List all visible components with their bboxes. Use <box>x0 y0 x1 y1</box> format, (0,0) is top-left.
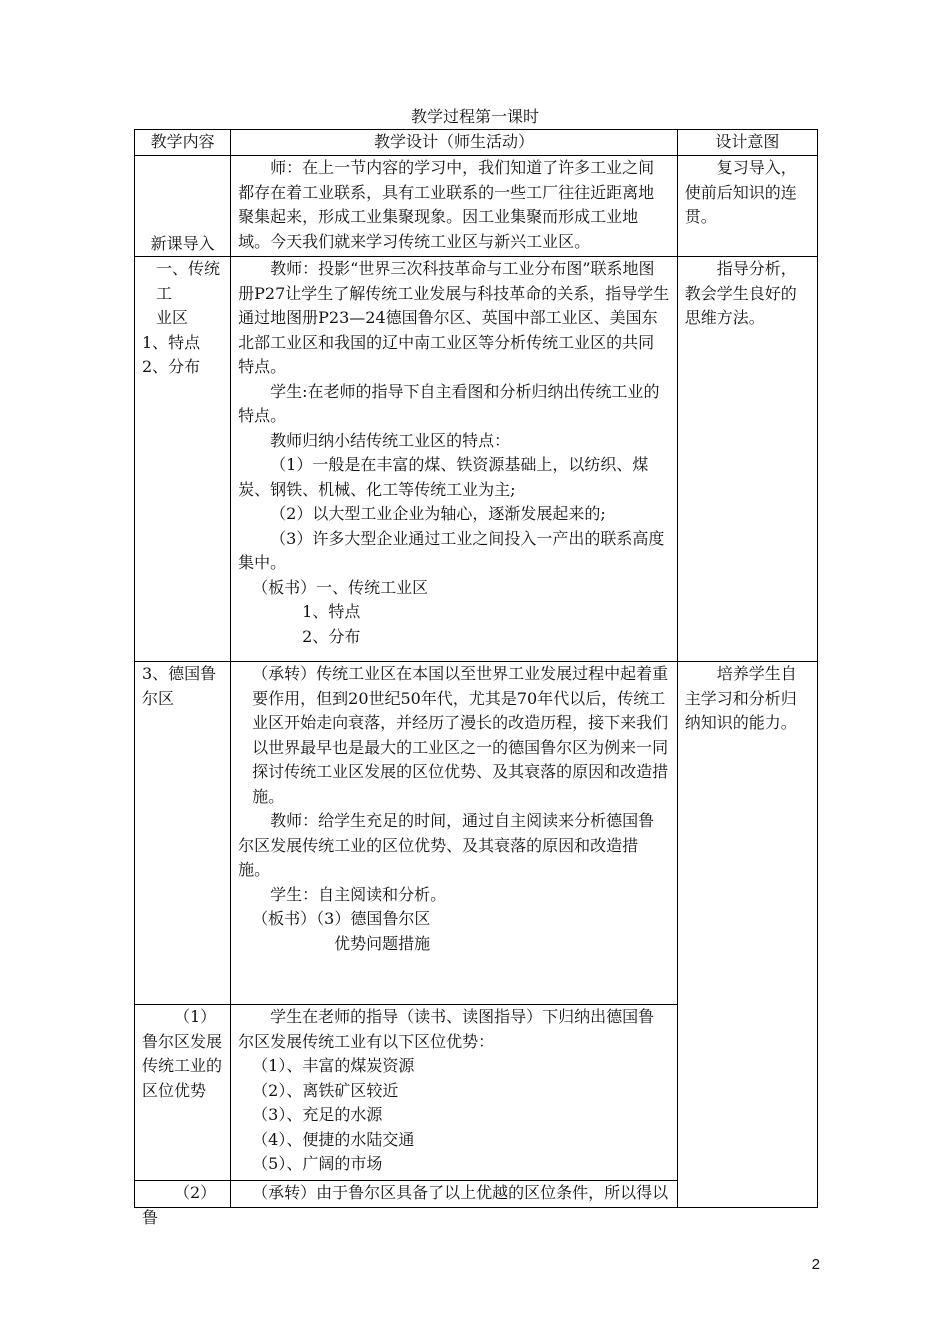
design-paragraph: （3）许多大型企业通过工业之间投入一产出的联系高度集中。 <box>238 528 665 572</box>
design-paragraph: 教师：投影“世界三次科技革命与工业分布图”联系地图册P27让学生了解传统工业发展与科技革命的关系，指导学生通过地图册P23—24德国鲁尔区、英国中部工业区、美国东北部工业区和我国的辽中南工业区等分析传统工业区的共同特点。 <box>238 259 670 376</box>
intent-text: 培养学生自主学习和分析归纳知识的能力。 <box>684 664 797 732</box>
content-text: 3、德国鲁尔区 <box>142 664 217 708</box>
page-title: 教学过程第一课时 <box>410 107 539 126</box>
intent-cell <box>677 257 817 662</box>
design-paragraph: （承转）由于鲁尔区具备了以上优越的区位条件，所以得以 <box>252 1183 669 1202</box>
design-paragraph: 学生:在老师的指导下自主看图和分析归纳出传统工业的特点。 <box>238 381 660 425</box>
board-note: （板书）一、传统工业区 <box>252 577 429 597</box>
table-row <box>135 257 818 662</box>
lesson-plan-table <box>134 129 818 1227</box>
content-text: 2、分布 <box>142 357 201 376</box>
header-intent: 设计意图 <box>677 130 817 156</box>
content-cell <box>135 156 231 257</box>
table-header-row <box>135 130 818 156</box>
content-cell <box>135 257 231 662</box>
design-cell <box>231 1005 678 1181</box>
intent-text: 指导分析，教会学生良好的思维方法。 <box>684 259 797 327</box>
page-number: 2 <box>811 1256 820 1273</box>
table-row <box>135 662 818 1005</box>
board-note: 优势问题措施 <box>334 933 431 953</box>
content-text: 一、传统工 <box>156 259 221 303</box>
list-item: （4）、便捷的水陆交通 <box>252 1129 415 1149</box>
table-row <box>135 156 818 257</box>
content-cell <box>135 662 231 1005</box>
content-text: （1）鲁尔区发展传统工业的区位优势 <box>142 1007 223 1100</box>
design-paragraph: （1）一般是在丰富的煤、铁资源基础上，以纺织、煤炭、钢铁、机械、化工等传统工业为主; <box>238 455 649 499</box>
content-text: 新课导入 <box>150 233 215 253</box>
design-paragraph: 教师：给学生充足的时间，通过自主阅读来分析德国鲁尔区发展传统工业的区位优势、及其衰落的原因和改造措施。 <box>238 811 655 879</box>
design-paragraph: 教师归纳小结传统工业区的特点： <box>270 430 511 450</box>
header-content: 教学内容 <box>135 130 231 156</box>
design-cell <box>231 156 678 257</box>
design-paragraph: 学生在老师的指导（读书、读图指导）下归纳出德国鲁尔区发展传统工业有以下区位优势： <box>238 1007 655 1051</box>
content-cell <box>135 1181 231 1227</box>
design-cell <box>231 662 678 1005</box>
board-note: 2、分布 <box>302 626 361 646</box>
intent-text: 复习导入，使前后知识的连贯。 <box>684 158 797 226</box>
list-item: （2）、离铁矿区较近 <box>252 1080 399 1100</box>
intent-cell <box>677 156 817 257</box>
list-item: （1）、丰富的煤炭资源 <box>252 1056 415 1075</box>
design-cell <box>231 257 678 662</box>
content-text: 1、特点 <box>142 332 201 352</box>
content-cell <box>135 1005 231 1181</box>
list-item: （5）、广阔的市场 <box>252 1154 383 1173</box>
design-cell <box>231 1181 678 1208</box>
list-item: （3）、充足的水源 <box>252 1105 383 1124</box>
board-note: 1、特点 <box>302 602 361 621</box>
design-paragraph: （2）以大型工业企业为轴心，逐渐发展起来的; <box>270 504 606 523</box>
header-design: 教学设计（师生活动） <box>231 130 678 156</box>
design-paragraph: 学生：自主阅读和分析。 <box>270 884 447 904</box>
intent-cell <box>677 662 817 1208</box>
board-note: （板书）（3）德国鲁尔区 <box>252 909 431 928</box>
design-paragraph: （承转）传统工业区在本国以至世界工业发展过程中起着重要作用，但到20世纪50年代，尤其是70年代以后，传统工业区开始走向衰落，并经历了漫长的改造历程，接下来我们以世界最早也是最大的工业区之一的德国鲁尔区为例来一同探讨传统工业区发展的区位优势、及其衰落的原因和改造措施。 <box>252 664 669 806</box>
content-text: 业区 <box>156 308 189 327</box>
content-text: （2）鲁 <box>142 1183 217 1227</box>
design-paragraph: 师：在上一节内容的学习中，我们知道了许多工业之间都存在着工业联系，具有工业联系的一些工厂往往近距离地聚集起来，形成工业集聚现象。因工业集聚而形成工业地域。今天我们就来学习传统工业区与新兴工业区。 <box>238 158 655 251</box>
